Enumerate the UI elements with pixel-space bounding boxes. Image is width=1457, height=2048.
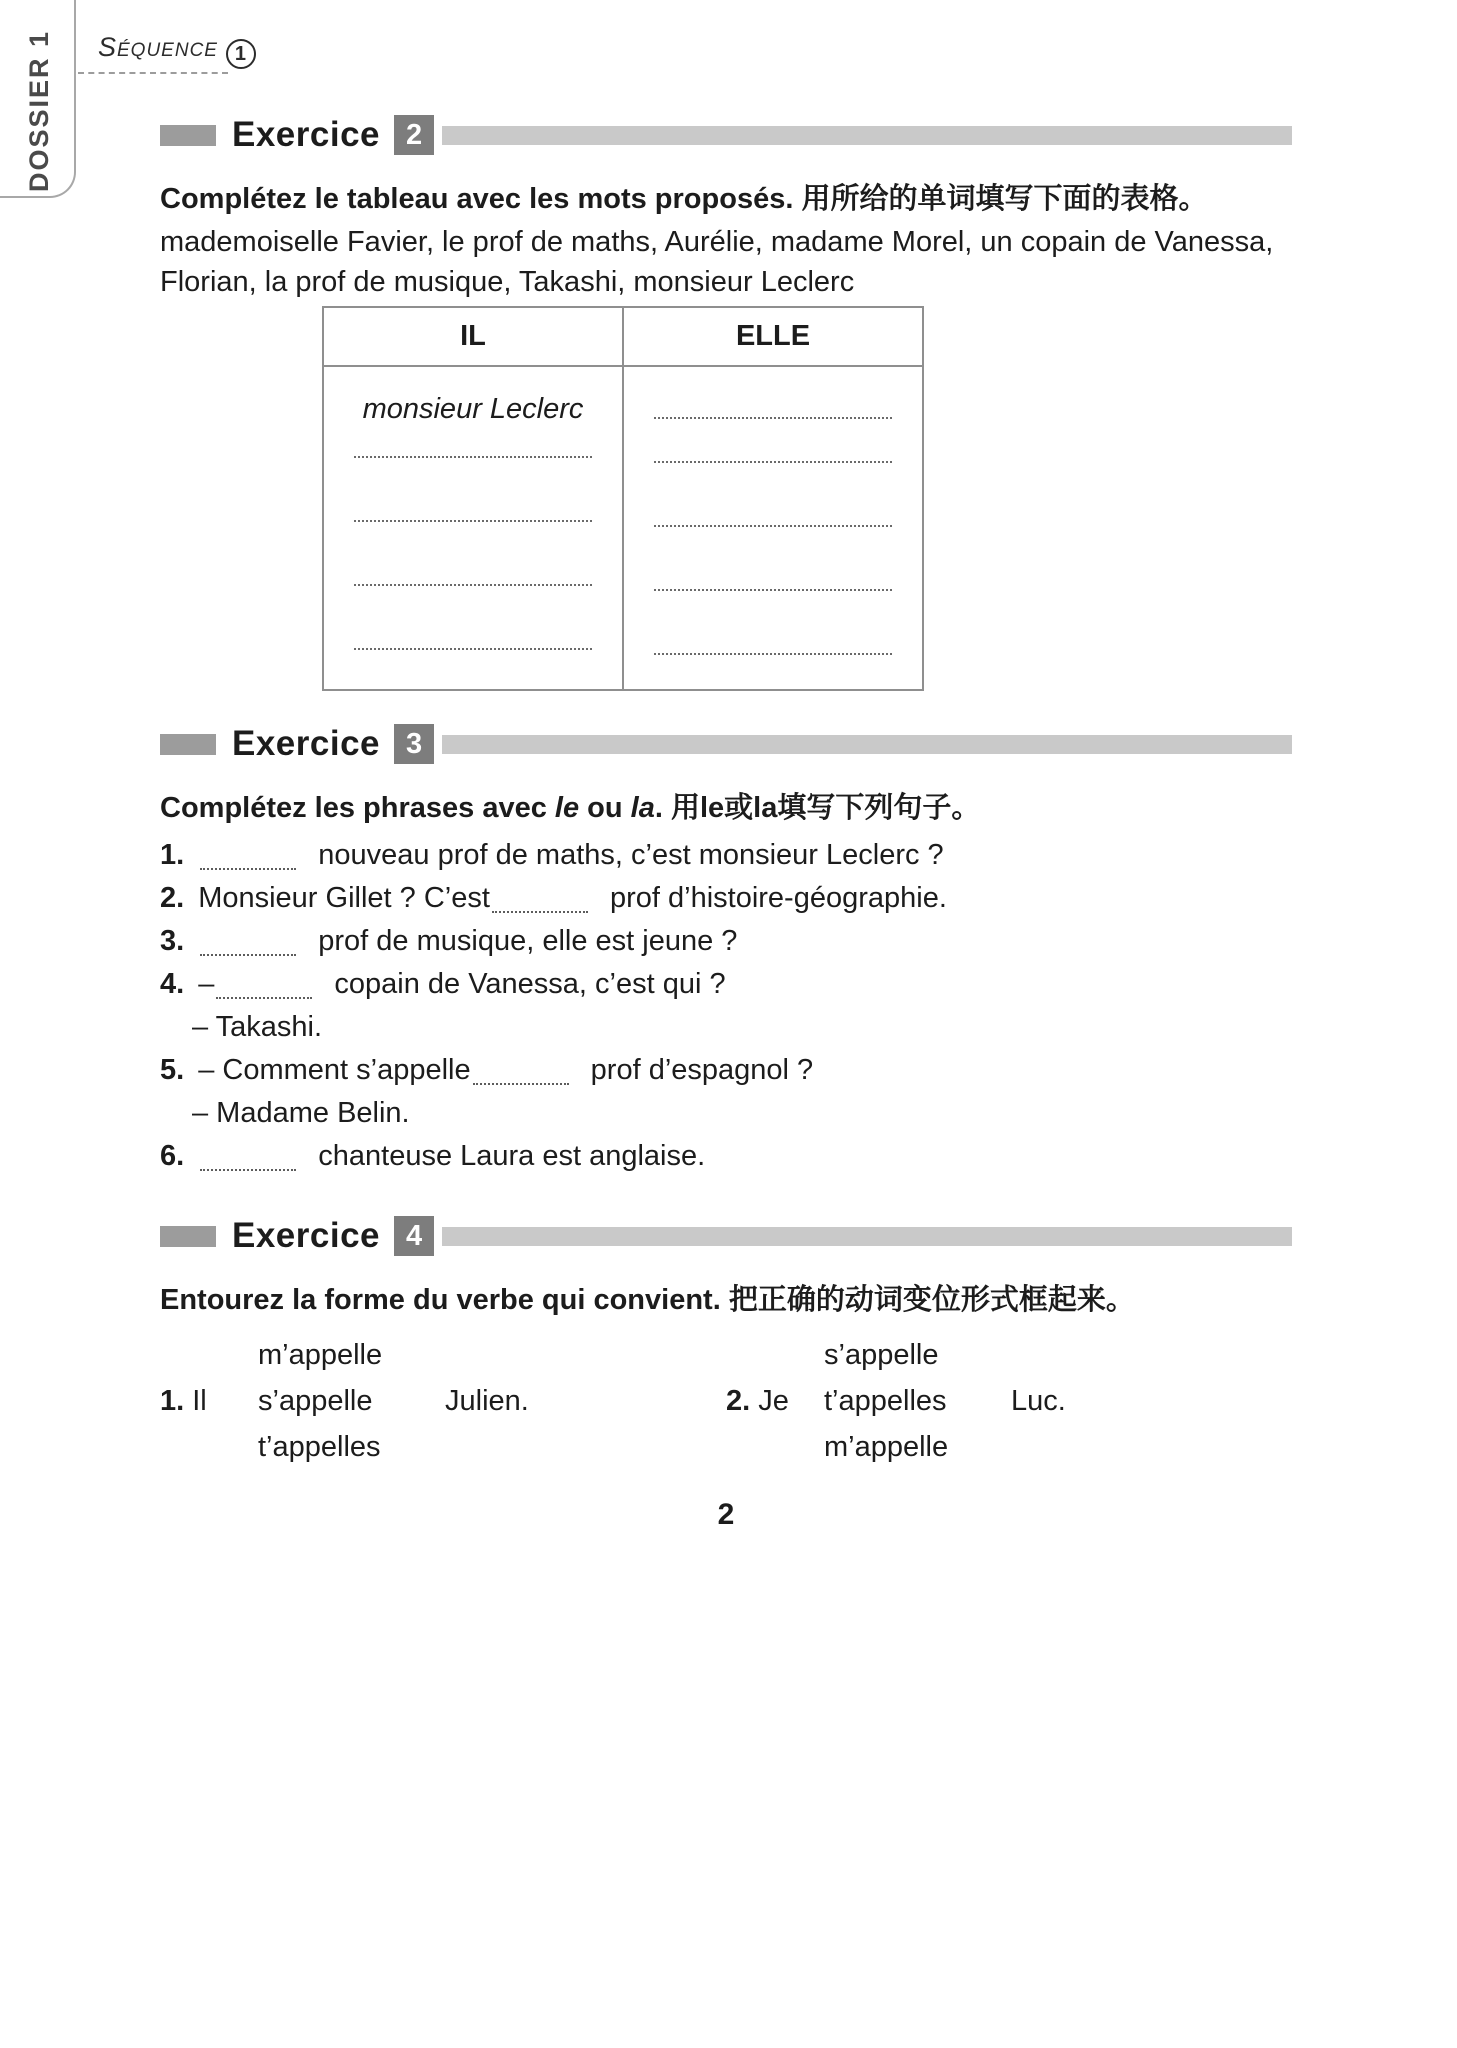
item-name: Luc. [1011,1385,1066,1417]
table-column-elle [624,367,922,689]
exercise2-number-badge: 2 [394,115,434,155]
fill-in-blank [200,936,296,956]
sequence-header [98,32,256,69]
exercise3-item-6 [160,1139,1292,1173]
table-header-il: IL [324,308,624,365]
exercise4-title: Exercice [232,1216,381,1255]
item-text: copain de Vanessa, c’est qui ? [334,968,726,1000]
table-header-row [324,308,922,367]
exercise3-item-1 [160,838,1292,872]
exercise3-rule-bar [442,735,1292,754]
sequence-underline [78,72,228,74]
fill-in-blank [492,893,588,913]
fill-in-line [654,417,892,419]
exercise2-word-bank: mademoiselle Favier, le prof de maths, Aurélie, madame Morel, un copain de Vanessa, Florian, la prof de musique, Takashi, monsieur Leclerc [160,226,1274,298]
exercise2-header [160,112,1292,158]
verb-option: s’appelle [258,1385,373,1417]
exercise3-instruction-zh: 用le或la填写下列句子。 [670,792,981,824]
exercise4-header [160,1213,1292,1259]
exercise3-title: Exercice [232,724,381,763]
item-text-pre: – [198,968,215,1000]
table-header-elle: ELLE [735,320,811,352]
item-number: 1. [160,839,185,871]
exercise3-marker-bar [160,734,216,755]
fill-in-line [354,648,592,650]
exercise4-item-1 [160,1339,726,1464]
item-name: Julien. [445,1385,529,1417]
item-text-pre: Monsieur Gillet ? C’est [198,882,490,914]
fill-in-blank [216,979,312,999]
fill-in-line [354,456,592,458]
sequence-number-badge: 1 [226,39,256,69]
fill-in-line [654,525,892,527]
item-text: prof d’espagnol ? [590,1054,814,1086]
exercise4-instruction-fr: Entourez la forme du verbe qui convient. [160,1284,721,1316]
item-number: 1. [160,1385,185,1417]
verb-option: t’appelles [824,1385,947,1417]
exercise4-items [160,1339,1292,1464]
dossier-label: DOSSIER 1 [24,29,54,192]
fill-in-line [354,584,592,586]
exercise4-marker-bar [160,1226,216,1247]
item-number: 5. [160,1054,185,1086]
item-label [160,1385,258,1418]
item-number: 3. [160,925,185,957]
exercise3-item-4-answer-line: – Takashi. [192,1011,323,1043]
page-content [160,112,1292,1532]
exercise2-instruction-zh: 用所给的单词填写下面的表格。 [801,183,1208,215]
page-number: 2 [717,1498,735,1531]
verb-option: m’appelle [824,1431,949,1463]
exercise4-item-2 [726,1339,1292,1464]
exercise3-item-3 [160,924,1292,958]
exercise3-instruction [160,787,1292,829]
exercise3-instruction-italic-la: la [630,792,655,824]
exercise4-instruction-zh: 把正确的动词变位形式框起来。 [728,1284,1135,1316]
exercise3-header [160,721,1292,767]
table-column-il [324,367,624,689]
exercise3-instruction-italic-le: le [554,792,580,824]
item-subject: Je [758,1385,789,1417]
exercise3-item-5-answer-line: – Madame Belin. [192,1097,410,1129]
item-text: chanteuse Laura est anglaise. [318,1140,706,1172]
exercise3-number-badge: 3 [394,724,434,764]
exercise2-title: Exercice [232,115,381,154]
exercise2-marker-bar [160,125,216,146]
exercise2-table [322,306,924,691]
exercise4-rule-bar [442,1227,1292,1246]
item-text: nouveau prof de maths, c’est monsieur Leclerc ? [318,839,944,871]
item-text: prof d’histoire-géographie. [609,882,947,914]
exercise3-item-5 [160,1053,1292,1087]
exercise4-number-badge: 4 [394,1216,434,1256]
verb-options [258,1339,445,1464]
exercise3-item-2 [160,881,1292,915]
item-number: 2. [726,1385,751,1417]
exercise3-item-4 [160,967,1292,1001]
exercise3-instruction-text: . [654,792,663,824]
item-number: 2. [160,882,185,914]
fill-in-blank [200,1151,296,1171]
fill-in-line [354,520,592,522]
fill-in-blank [200,850,296,870]
table-body [324,367,922,689]
item-text: prof de musique, elle est jeune ? [318,925,738,957]
exercise2-instruction-fr: Complétez le tableau avec les mots proposés. [160,183,794,215]
exercise2-rule-bar [442,126,1292,145]
sequence-label: Séquence [98,32,218,62]
item-text-pre: – Comment s’appelle [198,1054,471,1086]
verb-option: s’appelle [824,1339,939,1371]
exercise3-instruction-text: ou [587,792,623,824]
verb-option: t’appelles [258,1431,381,1463]
item-number: 4. [160,968,185,1000]
fill-in-line [654,461,892,463]
item-subject: Il [192,1385,207,1417]
table-filled-answer: monsieur Leclerc [362,393,584,425]
verb-options [824,1339,1011,1464]
exercise3-instruction-text: Complétez les phrases avec [160,792,547,824]
exercise4-instruction [160,1279,1292,1321]
fill-in-line [654,589,892,591]
item-number: 6. [160,1140,185,1172]
item-label [726,1385,824,1418]
fill-in-line [654,653,892,655]
fill-in-blank [473,1065,569,1085]
exercise2-instruction [160,178,1292,220]
verb-option: m’appelle [258,1339,383,1371]
